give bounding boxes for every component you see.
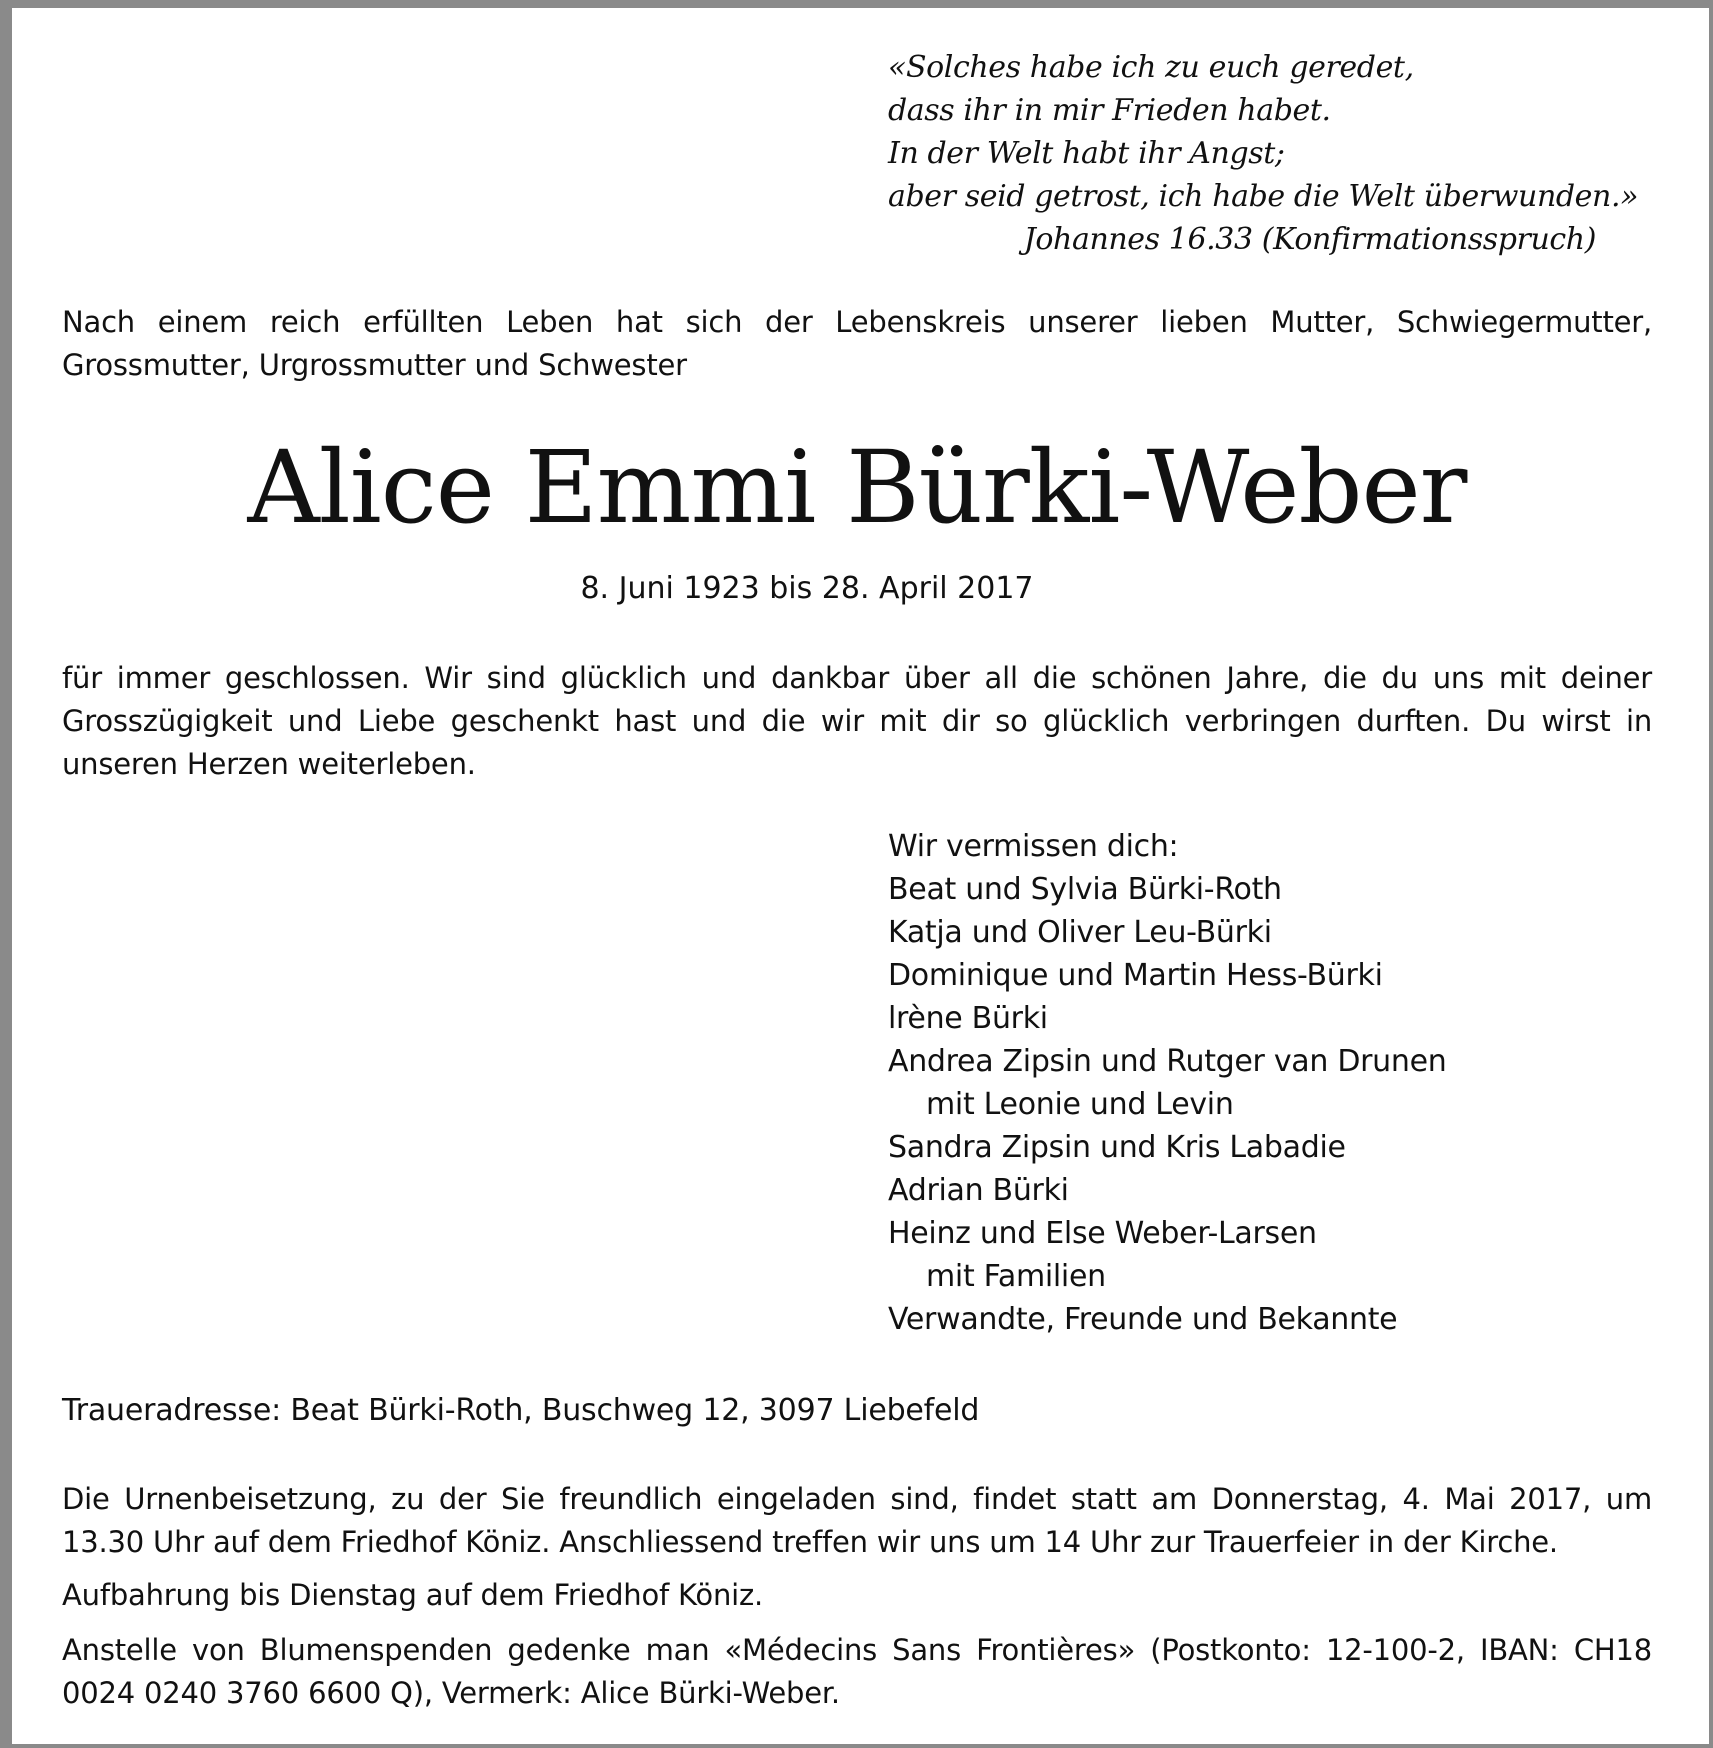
mourners-list	[888, 825, 1588, 1341]
mourner-entry: Katja und Oliver Leu-Bürki	[888, 915, 1272, 950]
bible-verse	[888, 46, 1639, 261]
mourner-entry: Verwandte, Freunde und Bekannte	[888, 1302, 1398, 1337]
verse-line: In der Welt habt ihr Angst;	[888, 136, 1285, 171]
deceased-name: Alice Emmi Bürki-Weber	[247, 429, 1467, 546]
body-paragraph: für immer geschlossen. Wir sind glücklich und dankbar über all die schönen Jahre, die du uns mit deiner Grosszügigkeit und Liebe geschenkt hast und die wir mit dir so glücklich verbringen durften. Du wirst in unseren Herzen weiterleben.	[62, 661, 1652, 781]
mourner-entry: mit Familien	[926, 1259, 1106, 1294]
mourner-entry: Beat und Sylvia Bürki-Roth	[888, 872, 1282, 907]
mourner-entry: Sandra Zipsin und Kris Labadie	[888, 1130, 1346, 1165]
verse-line: dass ihr in mir Frieden habet.	[888, 93, 1331, 128]
donation-paragraph: Anstelle von Blumenspenden gedenke man «Médecins Sans Frontières» (Postkonto: 12-100-2, IBAN: CH18 0024 0240 3760 6600 Q), Vermerk: Alice Bürki-Weber.	[62, 1633, 1652, 1710]
verse-line: «Solches habe ich zu euch geredet,	[888, 50, 1414, 85]
verse-reference: Johannes 16.33 (Konfirmationsspruch)	[1023, 222, 1596, 257]
mourning-address: Traueradresse: Beat Bürki-Roth, Buschweg 12, 3097 Liebefeld	[62, 1393, 980, 1428]
mourner-entry: mit Leonie und Levin	[926, 1087, 1234, 1122]
mourner-entry: Heinz und Else Weber-Larsen	[888, 1216, 1317, 1251]
mourners-heading: Wir vermissen dich:	[888, 829, 1179, 864]
viewing-paragraph: Aufbahrung bis Dienstag auf dem Friedhof Köniz.	[62, 1578, 764, 1612]
mourner-entry: Andrea Zipsin und Rutger van Drunen	[888, 1044, 1447, 1079]
mourner-entry: Adrian Bürki	[888, 1173, 1069, 1208]
life-dates: 8. Juni 1923 bis 28. April 2017	[580, 571, 1034, 606]
intro-paragraph: Nach einem reich erfüllten Leben hat sich der Lebenskreis unserer lieben Mutter, Schwiegermutter, Grossmutter, Urgrossmutter und Schwester	[62, 305, 1652, 382]
burial-paragraph: Die Urnenbeisetzung, zu der Sie freundlich eingeladen sind, findet statt am Donnerstag, 4. Mai 2017, um 13.30 Uhr auf dem Friedhof Köniz. Anschliessend treffen wir uns um 14 Uhr zur Trauerfeier in der Kirche.	[62, 1482, 1652, 1559]
mourner-entry: Dominique und Martin Hess-Bürki	[888, 958, 1383, 993]
mourner-entry: lrène Bürki	[888, 1001, 1048, 1036]
verse-line: aber seid getrost, ich habe die Welt überwunden.»	[888, 179, 1639, 214]
